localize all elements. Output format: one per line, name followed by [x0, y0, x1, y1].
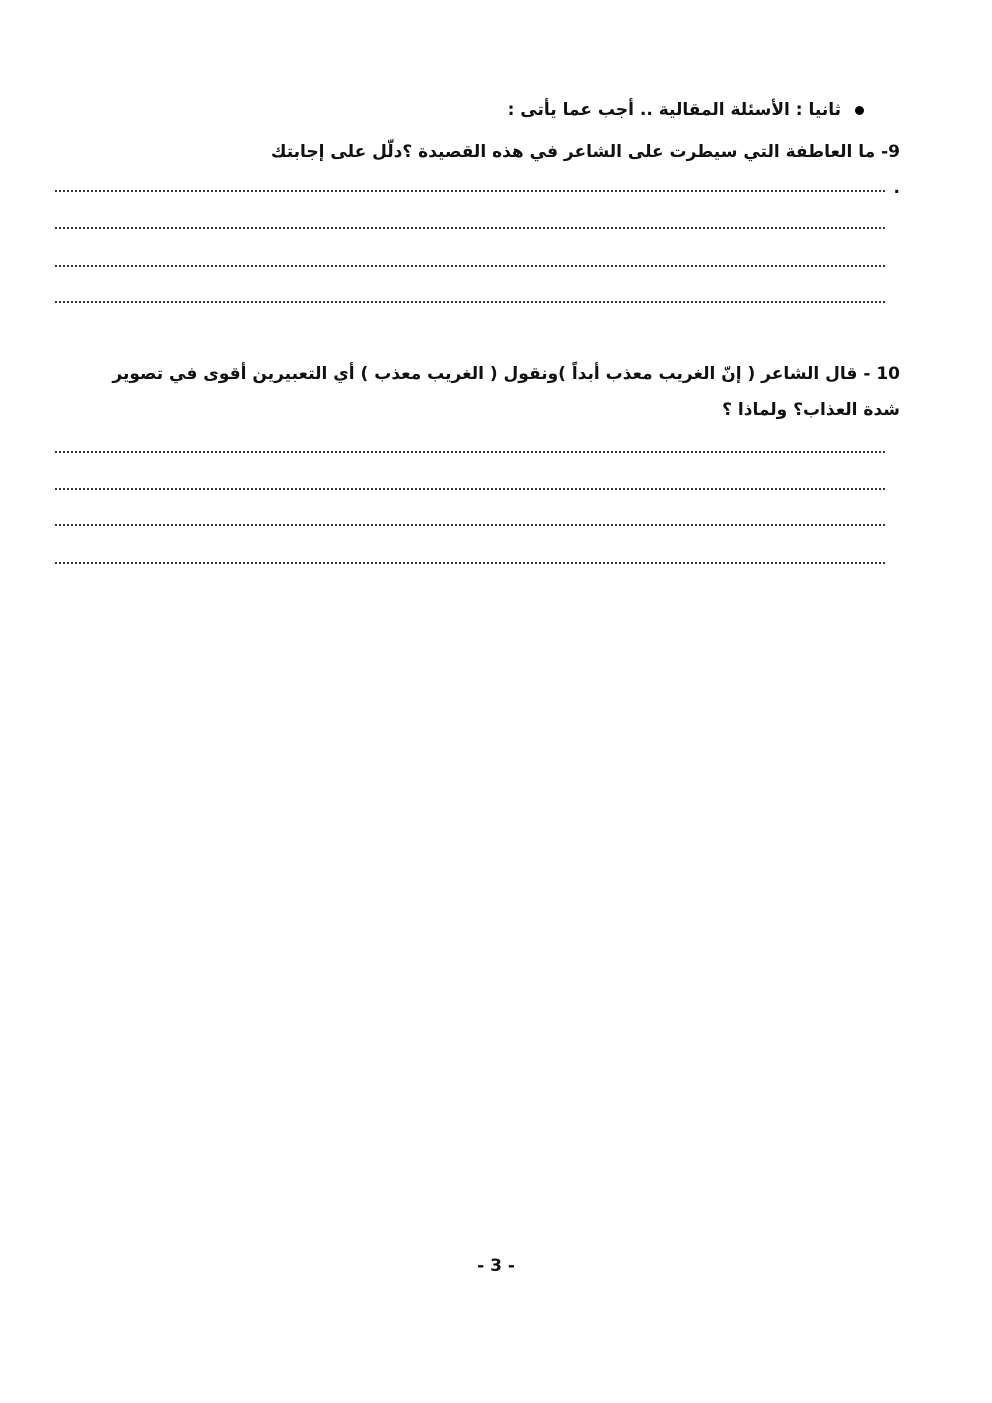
- answer-line-q9-3[interactable]: [55, 265, 885, 267]
- answer-line-q10-4[interactable]: [55, 562, 885, 564]
- answer-line-q10-2[interactable]: [55, 488, 885, 490]
- page-number: - 3 -: [477, 1256, 515, 1276]
- answer-line-q10-1[interactable]: [55, 451, 885, 453]
- answer-line-q10-3[interactable]: [55, 524, 885, 526]
- question-9: 9- ما العاطفة التي سيطرت على الشاعر في هذه القصيدة ؟دلّل على إجابتك .: [270, 142, 900, 198]
- section-heading: [508, 100, 864, 120]
- answer-line-q9-2[interactable]: [55, 227, 885, 229]
- answer-line-q9-1[interactable]: [55, 190, 885, 192]
- question-10: 10 - قال الشاعر ( إنّ الغريب معذب أبداً )ونقول ( الغريب معذب ) أي التعبيرين أقوى في تصوير شدة العذاب؟ ولماذا ؟: [112, 364, 900, 420]
- answer-line-q9-4[interactable]: [55, 301, 885, 303]
- bullet-icon: [855, 106, 864, 115]
- section-heading-text: ثانيا : الأسئلة المقالية .. أجب عما يأتى :: [507, 100, 841, 120]
